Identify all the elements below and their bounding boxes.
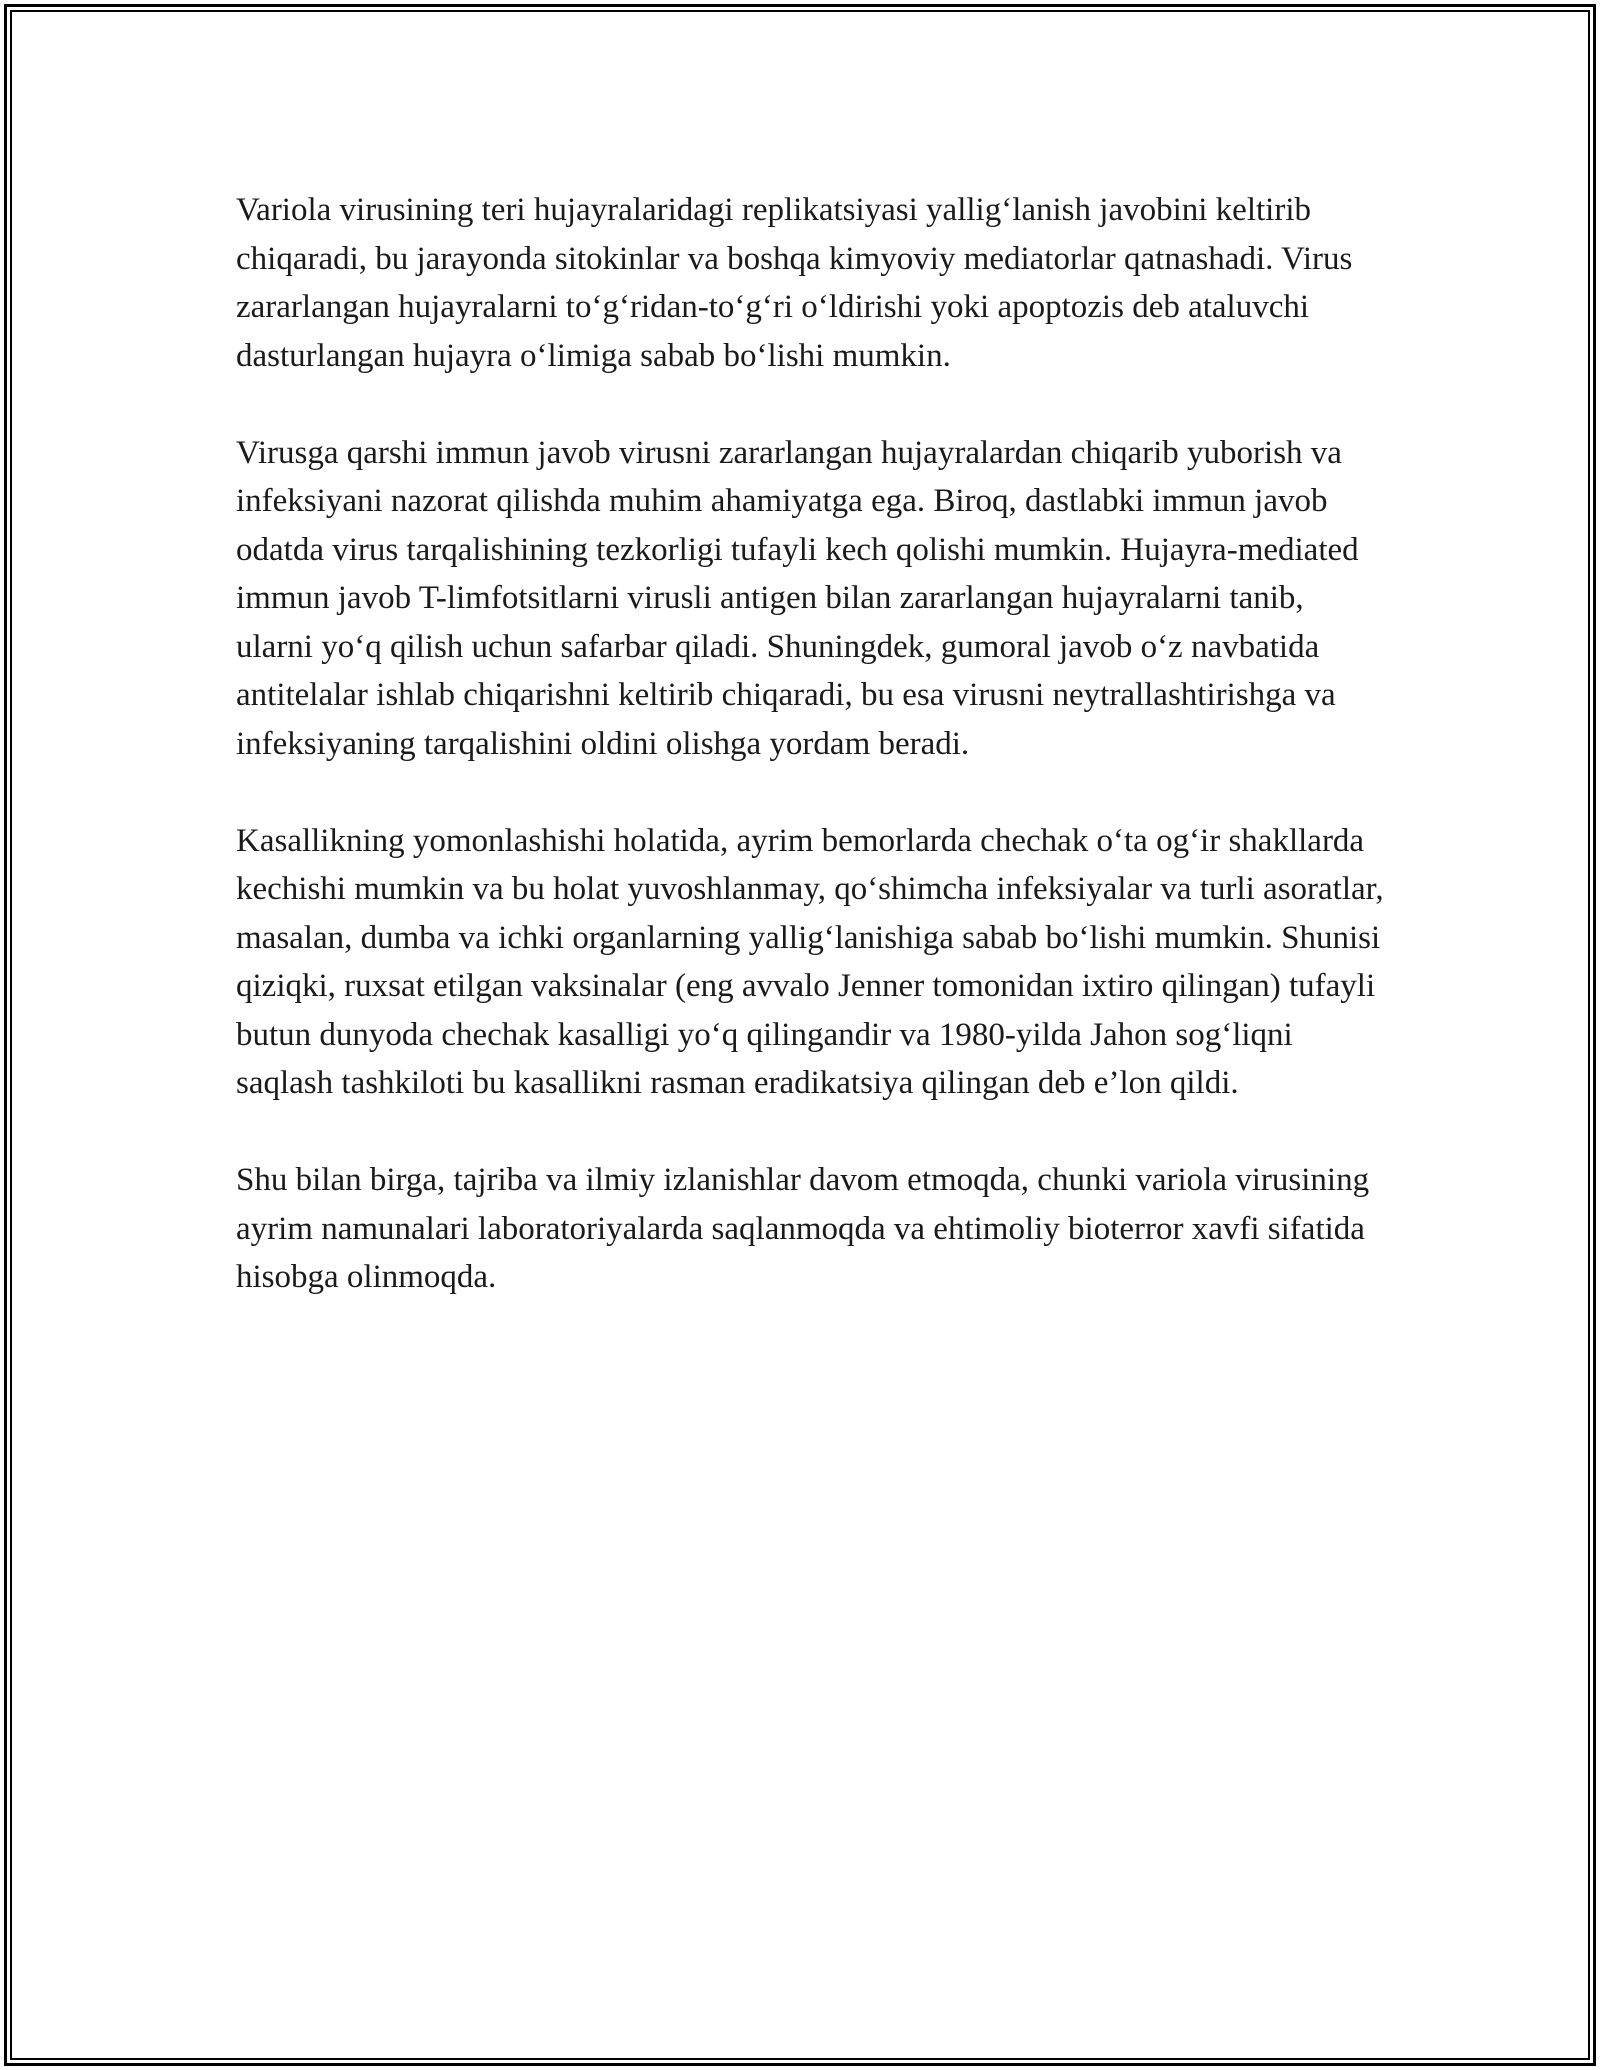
paragraph-1: Variola virusining teri hujayralaridagi replikatsiyasi yallig‘lanish javobini keltirib chiqaradi, bu jarayonda sitokinlar va boshqa kimyoviy mediatorlar qatnashadi. Virus zararlangan hujayralarni to‘g‘ridan-to‘g‘ri o‘ldirishi yoki apoptozis deb ataluvchi dasturlangan hujayra o‘limiga sabab bo‘lishi mumkin. — [236, 192, 1353, 374]
document-body — [236, 186, 1386, 1302]
paragraph-4: Shu bilan birga, tajriba va ilmiy izlanishlar davom etmoqda, chunki variola virusining ayrim namunalari laboratoriyalarda saqlanmoqda va ehtimoliy bioterror xavfi sifatida hisobga olinmoqda. — [236, 1162, 1370, 1295]
paragraph-2: Virusga qarshi immun javob virusni zararlangan hujayralardan chiqarib yuborish va infeksiyani nazorat qilishda muhim ahamiyatga ega. Biroq, dastlabki immun javob odatda virus tarqalishining tezkorligi tufayli kech qolishi mumkin. Hujayra-mediated immun javob T-limfotsitlarni virusli antigen bilan zararlangan hujayralarni tanib, ularni yo‘q qilish uchun safarbar qiladi. Shuningdek, gumoral javob o‘z navbatida antitelalar ishlab chiqarishni keltirib chiqaradi, bu esa virusni neytrallashtirishga va infeksiyaning tarqalishini oldini olishga yordam beradi. — [236, 434, 1359, 762]
paragraph-3: Kasallikning yomonlashishi holatida, ayrim bemorlarda chechak o‘ta og‘ir shakllarda kechishi mumkin va bu holat yuvoshlanmay, qo‘shimcha infeksiyalar va turli asoratlar, masalan, dumba va ichki organlarning yallig‘lanishiga sabab bo‘lishi mumkin. Shunisi qiziqki, ruxsat etilgan vaksinalar (eng avvalo Jenner tomonidan ixtiro qilingan) tufayli butun dunyoda chechak kasalligi yo‘q qilingandir va 1980-yilda Jahon sog‘liqni saqlash tashkiloti bu kasallikni rasman eradikatsiya qilingan deb e’lon qildi. — [236, 822, 1384, 1101]
